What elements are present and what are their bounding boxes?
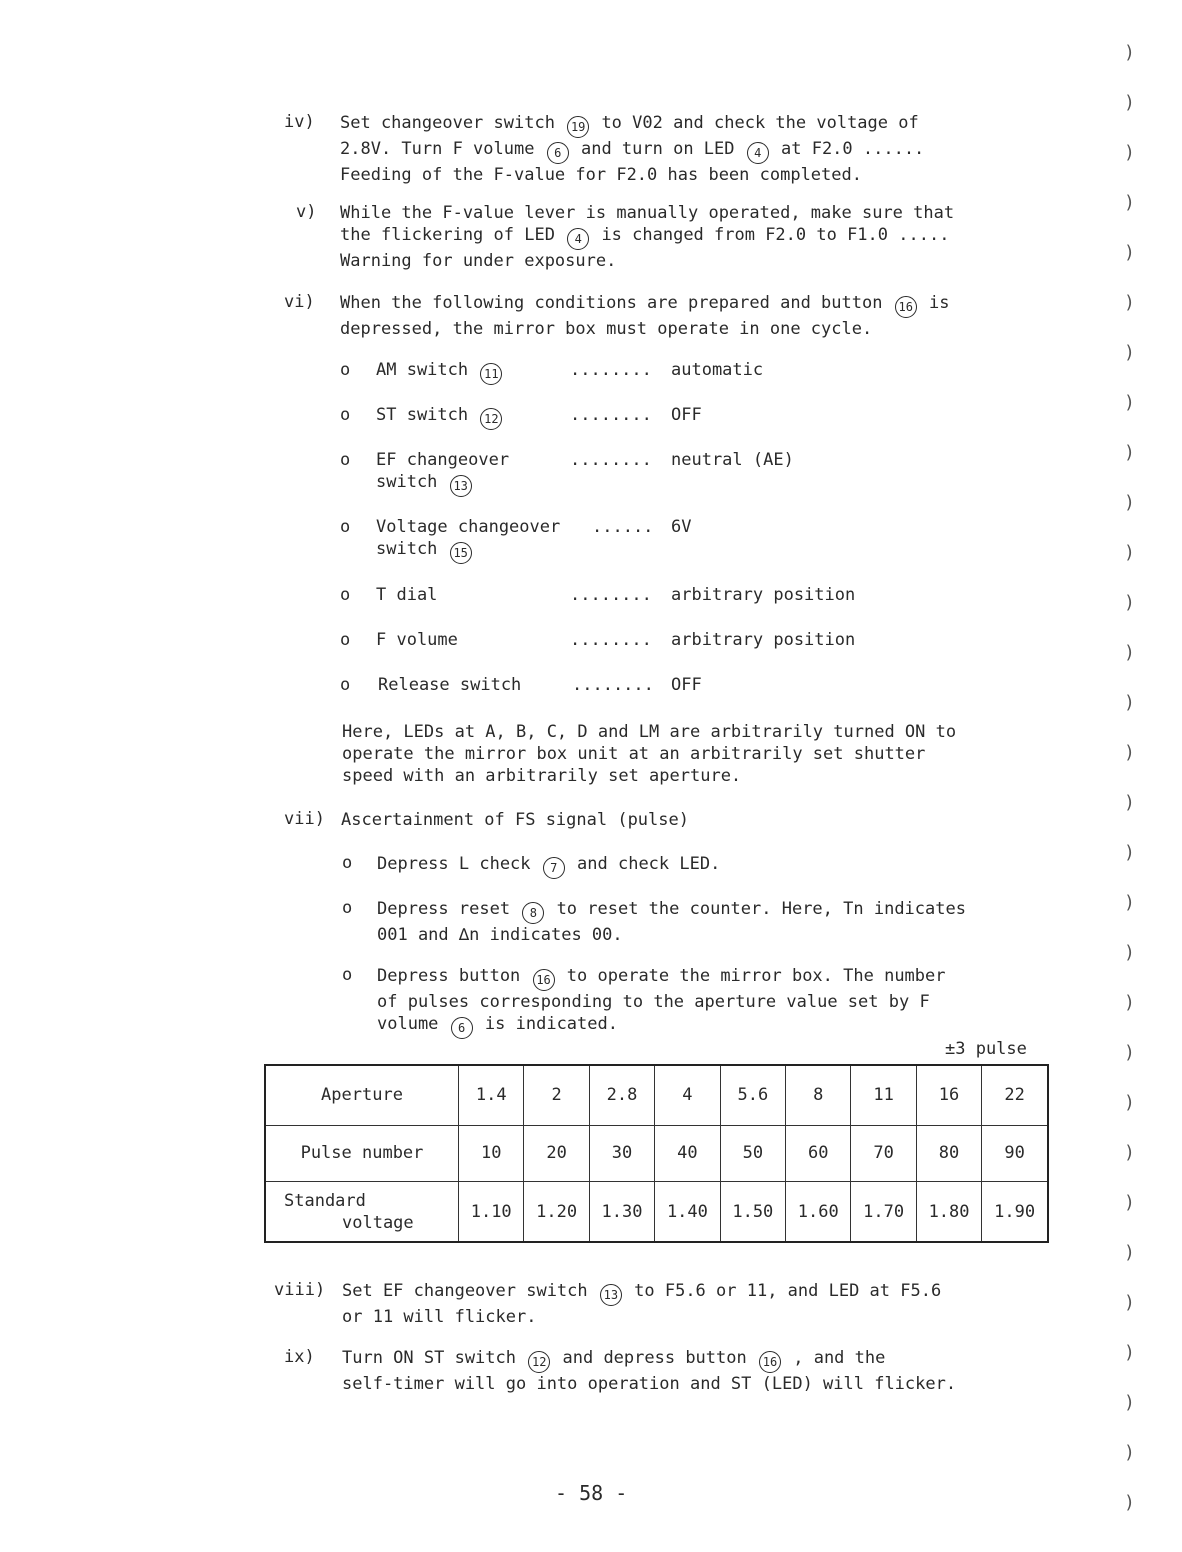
am-switch-11-marker: 11 bbox=[480, 363, 502, 385]
table-cell: 30 bbox=[589, 1125, 654, 1181]
condition-dots: ........ bbox=[570, 630, 652, 650]
table-cell: 1.4 bbox=[459, 1065, 524, 1125]
condition-name: Release switch bbox=[378, 675, 522, 695]
button-16-marker: 16 bbox=[533, 969, 555, 991]
condition-value: arbitrary position bbox=[671, 585, 856, 605]
margin-mark: ) bbox=[1124, 292, 1135, 313]
margin-mark: ) bbox=[1124, 992, 1135, 1013]
item-v-label: v) bbox=[296, 202, 317, 222]
margin-mark: ) bbox=[1124, 142, 1135, 163]
margin-mark: ) bbox=[1124, 1492, 1135, 1513]
st-switch-12-marker: 12 bbox=[528, 1351, 550, 1373]
table-cell: 1.70 bbox=[851, 1182, 916, 1242]
table-cell: 1.30 bbox=[589, 1182, 654, 1242]
margin-mark: ) bbox=[1124, 42, 1135, 63]
row-header: Standard voltage bbox=[265, 1182, 459, 1242]
margin-mark: ) bbox=[1124, 442, 1135, 463]
table-cell: 1.10 bbox=[459, 1182, 524, 1242]
condition-dots: ........ bbox=[570, 360, 652, 380]
margin-mark: ) bbox=[1124, 1342, 1135, 1363]
margin-mark: ) bbox=[1124, 192, 1135, 213]
item-vi-note: Here, LEDs at A, B, C, D and LM are arbitrarily turned ON to operate the mirror box unit at an arbitrarily set shutter speed with an arbitrarily set aperture. bbox=[342, 722, 957, 786]
margin-mark: ) bbox=[1124, 842, 1135, 863]
item-ix-label: ix) bbox=[284, 1347, 315, 1367]
condition-name: F volume bbox=[376, 630, 458, 650]
margin-mark: ) bbox=[1124, 792, 1135, 813]
table-cell: 20 bbox=[524, 1125, 589, 1181]
item-iv-line1: Set changeover switch 19 to V02 and check the voltage of bbox=[340, 112, 924, 138]
item-iv-label: iv) bbox=[284, 112, 315, 132]
condition-name: EF changeover bbox=[376, 450, 510, 470]
condition-value: OFF bbox=[671, 675, 702, 695]
margin-mark: ) bbox=[1124, 1192, 1135, 1213]
margin-mark: ) bbox=[1124, 942, 1135, 963]
margin-mark: ) bbox=[1124, 492, 1135, 513]
margin-mark: ) bbox=[1124, 592, 1135, 613]
margin-mark: ) bbox=[1124, 1292, 1135, 1313]
margin-mark: ) bbox=[1124, 242, 1135, 263]
ef-switch-13-marker: 13 bbox=[450, 475, 472, 497]
condition-value: automatic bbox=[671, 360, 764, 380]
table-cell: 11 bbox=[851, 1065, 916, 1125]
condition-list: o AM switch 11 ........ automatic o ST switch 12 ........ OFF o EF changeover switch 13 ........ neutral (AE) o Voltage changeover switch 15 ...... 6V o T dial ........ arbitrary position o F volume ........ arbitrary position o Release switch ........ OFF bbox=[340, 360, 856, 695]
condition-name: ST switch bbox=[376, 405, 469, 425]
margin-mark: ) bbox=[1124, 692, 1135, 713]
table-cell: 5.6 bbox=[720, 1065, 785, 1125]
margin-mark: ) bbox=[1124, 1442, 1135, 1463]
condition-name-cont: switch bbox=[376, 472, 438, 492]
margin-mark: ) bbox=[1124, 342, 1135, 363]
item-vii-label: vii) bbox=[284, 809, 325, 829]
table-cell: 1.60 bbox=[786, 1182, 851, 1242]
table-row-pulse bbox=[265, 1125, 1048, 1181]
table-cell: 10 bbox=[459, 1125, 524, 1181]
margin-mark: ) bbox=[1124, 92, 1135, 113]
margin-mark: ) bbox=[1124, 392, 1135, 413]
f-volume-6-marker: 6 bbox=[547, 142, 569, 164]
table-cell: 1.50 bbox=[720, 1182, 785, 1242]
table-cell: 1.20 bbox=[524, 1182, 589, 1242]
condition-name-cont: switch bbox=[376, 539, 438, 559]
table-row-voltage bbox=[265, 1182, 1048, 1242]
condition-dots: ........ bbox=[570, 585, 652, 605]
condition-value: arbitrary position bbox=[671, 630, 856, 650]
table-cell: 2.8 bbox=[589, 1065, 654, 1125]
table-cell: 16 bbox=[916, 1065, 981, 1125]
table-cell: 70 bbox=[851, 1125, 916, 1181]
condition-name: Voltage changeover bbox=[376, 517, 561, 537]
row-header: Aperture bbox=[265, 1065, 459, 1125]
reset-8-marker: 8 bbox=[522, 902, 544, 924]
margin-mark: ) bbox=[1124, 1042, 1135, 1063]
condition-dots: ........ bbox=[570, 405, 652, 425]
item-vi-line1: When the following conditions are prepared and button 16 is bbox=[340, 292, 949, 318]
button-16-marker: 16 bbox=[895, 296, 917, 318]
l-check-7-marker: 7 bbox=[543, 857, 565, 879]
item-v-line1: While the F-value lever is manually operated, make sure that bbox=[340, 203, 955, 223]
item-viii-label: viii) bbox=[274, 1280, 326, 1300]
margin-mark: ) bbox=[1124, 1392, 1135, 1413]
led-4-marker: 4 bbox=[567, 228, 589, 250]
table-cell: 90 bbox=[982, 1125, 1048, 1181]
voltage-switch-15-marker: 15 bbox=[450, 542, 472, 564]
item-v-line2: the flickering of LED 4 is changed from F2.0 to F1.0 ..... bbox=[340, 224, 954, 250]
margin-mark: ) bbox=[1124, 1092, 1135, 1113]
margin-mark: ) bbox=[1124, 742, 1135, 763]
item-vii-line1: Ascertainment of FS signal (pulse) bbox=[341, 810, 689, 830]
table-cell: 8 bbox=[786, 1065, 851, 1125]
margin-mark: ) bbox=[1124, 1242, 1135, 1263]
table-cell: 22 bbox=[982, 1065, 1048, 1125]
table-cell: 60 bbox=[786, 1125, 851, 1181]
row-header: Pulse number bbox=[265, 1125, 459, 1181]
table-cell: 1.40 bbox=[655, 1182, 720, 1242]
table-row-aperture bbox=[265, 1065, 1048, 1125]
switch-19-marker: 19 bbox=[567, 116, 589, 138]
manual-page: iv) Set changeover switch 19 to V02 and check the voltage of 2.8V. Turn F volume 6 and turn on LED 4 at F2.0 ...... Feeding of the F-value for F2.0 has been completed. v) While the F-value lever is manually operated, make sure that the flickering of LED 4 is changed from F2.0 to F1.0 ..... Warning for under exposure. vi) When the following conditions are prepared and button 16 is depressed, the mirror box must operate in one cycle. o AM switch 11 ........ automatic o ST switch 12 ........ OFF o EF changeover switch 13 ........ neutral (AE) o Voltage changeover switch 15 ...... 6V o T dial ........ arbitrary position o F volume ........ arbitrary position o Release switch ........ OFF Here, LEDs at A, B, C, D and LM are arbitrarily turned ON to operate the mirror box unit at an arbitrarily set shutter speed with an arbitrarily set aperture. vii) Ascertainment of FS signal (pulse) o Depress L check 7 and check LED. o Depress reset 8 to reset the counter. Here, Tn indicates 001 and ∆n indicates 00. o Depress button 16 to operate the mirror box. The number of pulses corresponding to the aperture value set by F volume 6 is indicated. ±3 pulse Aperture 1.4 2 2.8 4 5.6 8 11 16 22 Pulse number 10 20 30 40 50 60 70 80 90 Standard voltage 1.10 1.20 1.30 1.40 1.50 1.60 1.70 1.80 1.90 viii) Set EF changeover switch 13 to F5.6 or 11, and LED at F5.6 or 11 will flicker. ix) Turn ON ST switch 12 and depress button 16 , and the self-timer will go into operation and ST (LED) will flicker. - 58 - ) ) ) ) ) ) ) ) ) ) ) ) ) ) ) ) ) ) ) ) ) ) ) ) ) ) ) ) ) ) bbox=[0, 0, 1182, 1552]
condition-value: neutral (AE) bbox=[671, 450, 794, 470]
pulse-table bbox=[264, 1064, 1049, 1243]
item-v-line3: Warning for under exposure. bbox=[340, 251, 617, 271]
table-cell: 80 bbox=[916, 1125, 981, 1181]
condition-name: AM switch bbox=[376, 360, 469, 380]
table-cell: 2 bbox=[524, 1065, 589, 1125]
margin-mark: ) bbox=[1124, 1142, 1135, 1163]
ef-switch-13-marker: 13 bbox=[600, 1284, 622, 1306]
item-vi-line2: depressed, the mirror box must operate in one cycle. bbox=[340, 319, 873, 339]
item-vi-label: vi) bbox=[284, 292, 315, 312]
st-switch-12-marker: 12 bbox=[480, 408, 502, 430]
table-cell: 4 bbox=[655, 1065, 720, 1125]
condition-dots: ...... bbox=[592, 517, 654, 537]
item-iv-line3: Feeding of the F-value for F2.0 has been completed. bbox=[340, 165, 862, 185]
condition-dots: ........ bbox=[570, 450, 652, 470]
page-number: - 58 - bbox=[555, 1481, 628, 1505]
table-cell: 1.90 bbox=[982, 1182, 1048, 1242]
tolerance-note: ±3 pulse bbox=[945, 1039, 1027, 1059]
condition-value: 6V bbox=[671, 517, 692, 537]
condition-value: OFF bbox=[671, 405, 702, 425]
f-volume-6-marker: 6 bbox=[451, 1017, 473, 1039]
condition-dots: ........ bbox=[572, 675, 654, 695]
margin-mark: ) bbox=[1124, 542, 1135, 563]
item-iv-line2: 2.8V. Turn F volume 6 and turn on LED 4 at F2.0 ...... bbox=[340, 138, 924, 164]
button-16-marker: 16 bbox=[759, 1351, 781, 1373]
table-cell: 40 bbox=[655, 1125, 720, 1181]
condition-name: T dial bbox=[376, 585, 438, 605]
table-cell: 50 bbox=[720, 1125, 785, 1181]
led-4-marker: 4 bbox=[747, 142, 769, 164]
table-cell: 1.80 bbox=[916, 1182, 981, 1242]
margin-mark: ) bbox=[1124, 642, 1135, 663]
margin-mark: ) bbox=[1124, 892, 1135, 913]
